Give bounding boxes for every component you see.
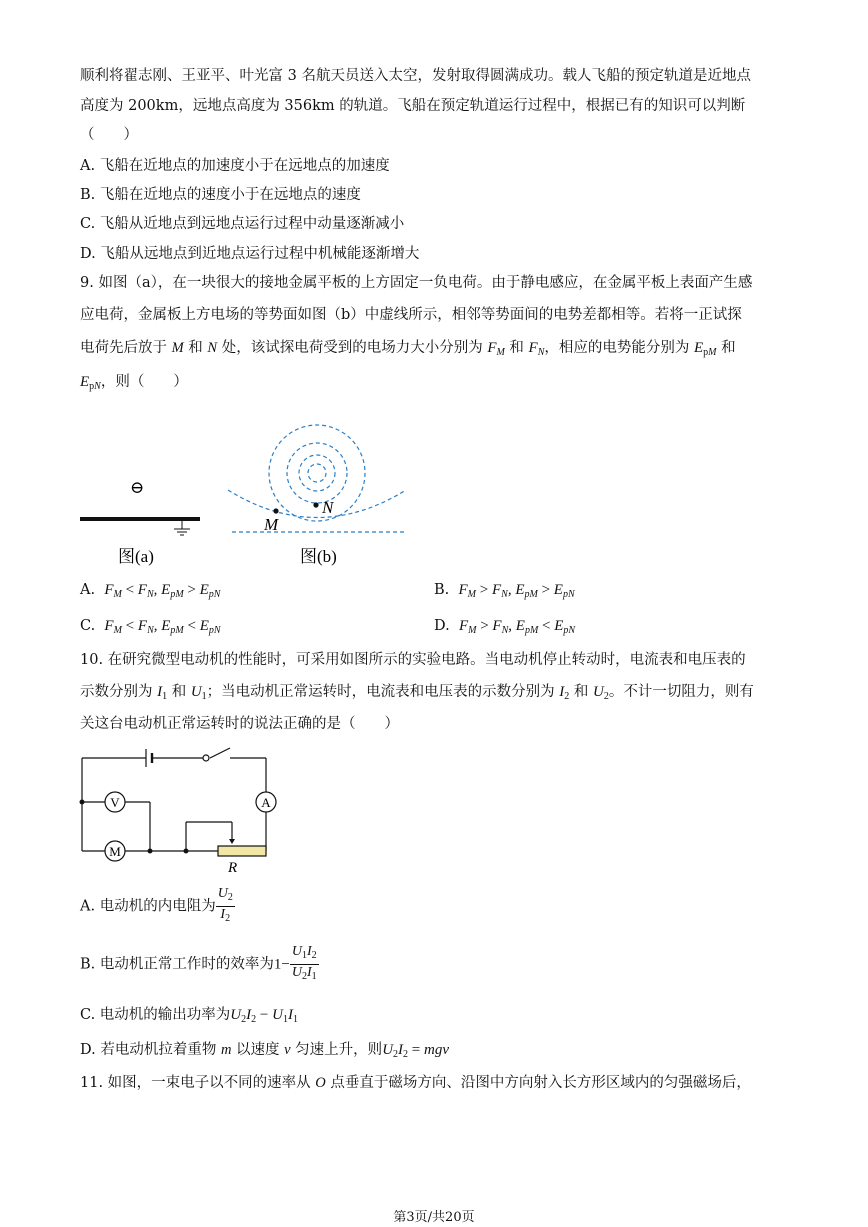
q9-option-d: D. $F_M > F_N$, $E_{pM} < E_{pN}$ xyxy=(434,618,576,636)
point-n xyxy=(313,502,318,507)
q9-option-a: A. $F_M < F_N$, $E_{pM} > E_{pN}$ xyxy=(80,582,221,600)
force-fm: $F_M$ xyxy=(487,340,505,358)
q8-stem-line-1: 顺利将翟志刚、王亚平、叶光富 3 名航天员送入太空，发射取得圆满成功。载人飞船的预定轨道是近地点 xyxy=(80,68,751,84)
q9-stem-line-2: 应电荷，金属板上方电场的等势面如图（b）中虚线所示，相邻等势面间的电势差都相等。若将一正试探 xyxy=(80,307,742,323)
point-n-label: N xyxy=(207,340,218,356)
q9-text: 处，该试探电荷受到的电场力大小分别为 xyxy=(217,340,488,356)
q9-option-b: B. $F_M > F_N$, $E_{pM} > E_{pN}$ xyxy=(434,582,575,600)
slider-arrow xyxy=(229,839,235,844)
energy-epn: $E_{pN}$ xyxy=(80,374,101,392)
fraction-u2-over-i2: $\frac{U_2}{I_2}$ xyxy=(217,886,233,924)
q9-text: ，相应的电势能分别为 xyxy=(544,340,694,356)
q10-circuit xyxy=(70,740,280,876)
q10-option-c-text: C. 电动机的输出功率为 xyxy=(80,1007,231,1023)
q9-text: 电荷先后放于 xyxy=(80,340,172,356)
q10-option-a xyxy=(80,886,800,927)
q10-option-d: D. 若电动机拉着重物 m 以速度 v 匀速上升，则$U_2I_2$ = mgv xyxy=(80,1042,449,1060)
q10-text: 。不计一切阻力，则有 xyxy=(608,684,754,700)
q10-stem-line-2: 示数分别为 $I_1$ 和 $U_1$；当电动机正常运转时，电流表和电压表的示数分别为 $I_2$ 和 $U_2$。不计一切阻力，则有 xyxy=(80,684,754,702)
q9-stem-line-3 xyxy=(80,338,800,363)
q10-text: 以速度 xyxy=(231,1042,285,1058)
figure-b-label: 图(b) xyxy=(300,547,337,566)
q10-text: ；当电动机正常运转时，电流表和电压表的示数分别为 xyxy=(206,684,560,700)
q10-text: D. 若电动机拉着重物 xyxy=(80,1042,221,1058)
q11-text: 点垂直于磁场方向、沿图中方向射入长方形区域内的匀强磁场后， xyxy=(325,1075,751,1091)
q8-stem-line-3: （ ） xyxy=(80,127,138,143)
force-fn: $F_N$ xyxy=(528,340,545,358)
voltmeter-label: V xyxy=(110,795,120,810)
switch-blade xyxy=(210,748,230,758)
q9-stem-line-4 xyxy=(80,372,800,397)
q8-option-d: D. 飞船从远地点到近地点运行过程中机械能逐渐增大 xyxy=(80,246,420,262)
page-footer: 第3页/共20页 xyxy=(393,1210,475,1225)
q10-stem-line-1: 10. 在研究微型电动机的性能时，可采用如图所示的实验电路。当电动机停止转动时，电流表和电压表的 xyxy=(80,652,746,668)
figure-a-label: 图(a) xyxy=(118,547,154,566)
q10-option-b-text: B. 电动机正常工作时的效率为 xyxy=(80,956,274,973)
q9-text: 和 xyxy=(504,340,529,356)
q10-text: 示数分别为 xyxy=(80,684,158,700)
q10-text: 和 xyxy=(569,684,593,700)
negative-charge-symbol: ⊖ xyxy=(130,478,145,497)
resistor-label: R xyxy=(228,860,238,876)
q9-text: 和 xyxy=(716,340,736,356)
q10-text: 和 xyxy=(167,684,191,700)
q9-text: 和 xyxy=(183,340,208,356)
q10-text: 匀速上升，则 xyxy=(290,1042,383,1058)
q11-text: 11. 如图，一束电子以不同的速率从 xyxy=(80,1075,316,1091)
point-o-label: O xyxy=(315,1075,326,1091)
q10-stem-line-3: 关这台电动机正常运转时的说法正确的是（ ） xyxy=(80,716,399,732)
mass-symbol: m xyxy=(220,1042,232,1058)
q10-option-c: C. 电动机的输出功率为$U_2I_2 - U_1I_1$ xyxy=(80,1007,298,1025)
point-m-label: M xyxy=(264,515,279,534)
ammeter-label: A xyxy=(261,795,271,810)
fraction-efficiency: $\frac{U_1I_2}{U_2I_1}$ xyxy=(291,944,317,982)
q9-text: ，则（ ） xyxy=(100,374,188,390)
q11-stem-line-1 xyxy=(80,1073,800,1093)
q8-option-c: C. 飞船从近地点到远地点运行过程中动量逐渐减小 xyxy=(80,216,405,232)
q8-option-a: A. 飞船在近地点的加速度小于在远地点的加速度 xyxy=(80,158,390,174)
q10-option-a-text: A. 电动机的内电阻为 xyxy=(80,898,216,915)
velocity-symbol: v xyxy=(284,1042,291,1058)
q10-option-b: B. 电动机正常工作时的效率为1− $\frac{U_1I_2}{U_2I_1}$ xyxy=(80,944,800,985)
rheostat xyxy=(218,846,266,856)
q9-option-c: C. $F_M < F_N$, $E_{pM} < E_{pN}$ xyxy=(80,618,221,636)
motor-label: M xyxy=(109,844,121,859)
energy-epm: $E_{pM}$ xyxy=(694,340,717,358)
q8-stem-line-2: 高度为 200km，远地点高度为 356km 的轨道。飞船在预定轨道运行过程中，根据已有的知识可以判断 xyxy=(80,98,746,114)
equipotential-lines xyxy=(228,425,406,532)
q9-stem-line-1: 9. 如图（a），在一块很大的接地金属平板的上方固定一负电荷。由于静电感应，在金属平板上表面产生感 xyxy=(80,275,753,291)
q8-option-b: B. 飞船在近地点的速度小于在远地点的速度 xyxy=(80,187,361,203)
point-n-label: N xyxy=(322,498,334,517)
point-m xyxy=(273,508,278,513)
switch-contact xyxy=(203,755,209,761)
q9-figures xyxy=(70,400,420,572)
point-m-label: M xyxy=(171,340,184,356)
